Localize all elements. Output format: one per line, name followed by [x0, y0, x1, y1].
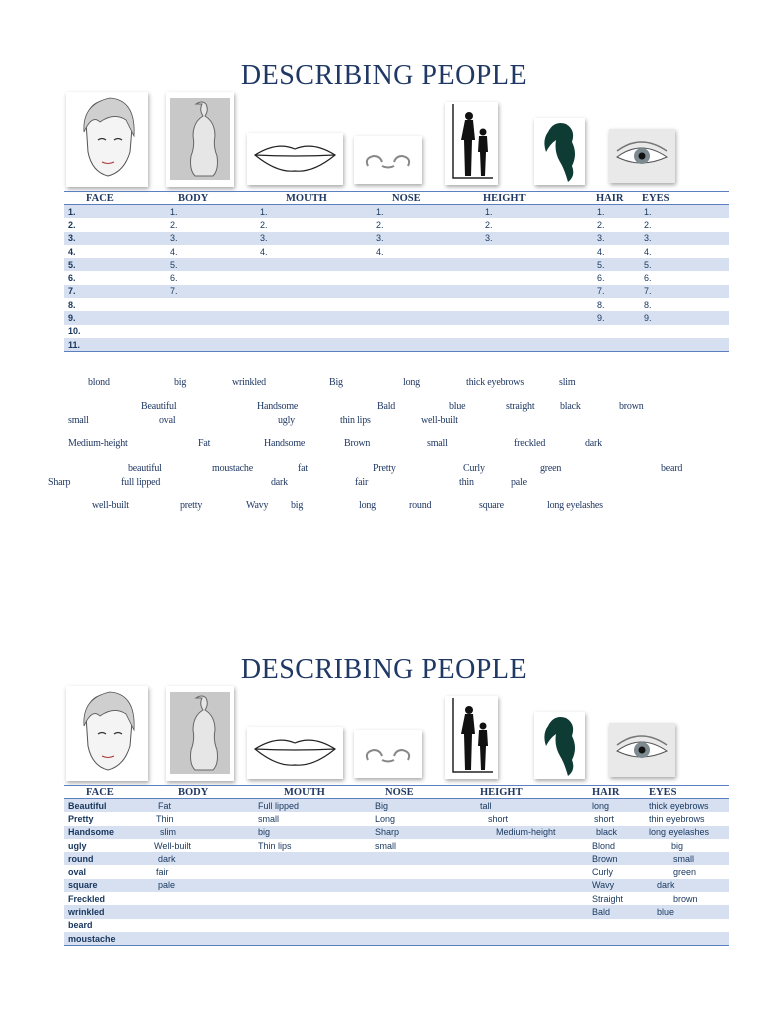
table-cell: 5. — [560, 258, 632, 271]
table-cell: 5. — [64, 258, 166, 271]
word-bank-item: brown — [619, 401, 644, 412]
word-bank-item: Pretty — [373, 463, 396, 474]
table-cell: 3. — [368, 232, 481, 245]
table-cell: black — [592, 826, 649, 839]
word-bank-item: green — [540, 463, 562, 474]
word-bank-item: ugly — [278, 415, 295, 426]
table-cell: 9. — [64, 311, 166, 324]
table-cell: 1. — [481, 205, 560, 219]
col-header-height: HEIGHT — [481, 192, 560, 205]
table-cell — [256, 285, 368, 298]
word-bank-item: long eyelashes — [547, 500, 603, 511]
table-cell — [367, 919, 480, 932]
word-bank-item: well-built — [421, 415, 458, 426]
table-cell: 4. — [260, 246, 268, 257]
word-bank-item: long — [403, 377, 420, 388]
table-cell: Fat — [140, 799, 252, 813]
word-bank-item: Fat — [198, 438, 211, 449]
word-bank-item: pale — [511, 477, 527, 488]
table-cell: 2. — [170, 219, 178, 230]
face-icon — [66, 92, 148, 187]
col-header-nose: NOSE — [368, 192, 481, 205]
word-bank-item: small — [427, 438, 448, 449]
table-cell: wrinkled — [64, 905, 140, 918]
table-cell: 10. — [68, 326, 81, 337]
table-cell: 1. — [632, 205, 729, 219]
table-cell: 7. — [64, 285, 166, 298]
table-cell — [368, 258, 481, 271]
table-row — [64, 285, 729, 298]
table-cell: 4. — [597, 246, 605, 257]
table-row — [64, 325, 729, 338]
table-cell — [166, 325, 256, 338]
table-cell: Beautiful — [64, 799, 140, 813]
table-row — [64, 839, 729, 852]
table-cell — [368, 311, 481, 324]
page-title-top: DESCRIBING PEOPLE — [240, 60, 528, 91]
mouth-icon — [247, 133, 343, 185]
table-cell — [367, 879, 480, 892]
table-row — [64, 338, 729, 352]
word-bank-item: Curly — [463, 463, 485, 474]
table-cell: 5. — [166, 258, 256, 271]
table-cell: ugly — [68, 840, 87, 851]
table-cell: 6. — [68, 273, 76, 284]
table-cell: oval — [68, 867, 87, 878]
table-cell: Freckled — [68, 893, 106, 904]
table-row — [64, 245, 729, 258]
table-cell: Blond — [592, 840, 616, 851]
word-bank-item: big — [174, 377, 187, 388]
table-cell: Full lipped — [252, 799, 367, 813]
table-cell: 6. — [597, 273, 605, 284]
word-bank-item: blond — [88, 377, 110, 388]
table-cell: big — [671, 840, 684, 851]
table-cell: short — [488, 813, 509, 824]
word-bank-item: dark — [585, 438, 602, 449]
table-cell: 11. — [64, 338, 166, 352]
table-cell — [256, 311, 368, 324]
table-cell: 2. — [260, 219, 268, 230]
table-cell — [481, 258, 560, 271]
word-bank-item: dark — [271, 477, 288, 488]
table-cell: tall — [480, 799, 592, 813]
word-bank-item: big — [291, 500, 304, 511]
table-row — [64, 826, 729, 839]
table-cell: 8. — [644, 299, 652, 310]
table-cell — [256, 271, 368, 284]
table-cell — [649, 932, 729, 946]
table-cell — [256, 258, 368, 271]
table-row — [64, 271, 729, 284]
word-bank-item: straight — [506, 401, 535, 412]
word-bank-item: Medium-height — [68, 438, 128, 449]
body-icon — [166, 92, 234, 187]
hair-icon — [534, 712, 585, 779]
word-bank-item: moustache — [212, 463, 253, 474]
table-cell: 3. — [166, 232, 256, 245]
table-cell: square — [64, 879, 140, 892]
table-cell: Handsome — [64, 826, 140, 839]
table-cell — [560, 325, 632, 338]
table-cell — [592, 919, 649, 932]
table-cell: 2. — [485, 219, 493, 230]
table-cell: 5. — [632, 258, 729, 271]
table-cell — [480, 865, 592, 878]
table-cell — [252, 865, 367, 878]
table-cell — [480, 932, 592, 946]
word-bank-item: Big — [329, 377, 343, 388]
table-cell — [649, 919, 729, 932]
table-cell: dark — [140, 852, 252, 865]
table-cell — [632, 338, 729, 352]
table-cell: short — [594, 813, 615, 824]
table-cell — [560, 338, 632, 352]
table-cell: 1. — [64, 205, 166, 219]
table-cell: 3. — [64, 232, 166, 245]
table-cell — [480, 905, 592, 918]
col-header-hair: HAIR — [592, 786, 649, 799]
table-cell — [256, 298, 368, 311]
hair-icon — [534, 118, 585, 185]
word-bank-item: round — [409, 500, 432, 511]
col-header-mouth: MOUTH — [252, 786, 367, 799]
col-header-eyes: EYES — [649, 786, 729, 799]
table-cell: 7. — [632, 285, 729, 298]
word-bank-item: Handsome — [264, 438, 306, 449]
table-cell: 2. — [68, 219, 76, 230]
mouth-icon — [247, 727, 343, 779]
table-cell — [367, 892, 480, 905]
word-bank-item: blue — [449, 401, 466, 412]
word-bank-item: long — [359, 500, 376, 511]
table-cell: 9. — [560, 311, 632, 324]
table-cell — [368, 338, 481, 352]
table-cell — [367, 905, 480, 918]
word-bank-item: full lipped — [121, 477, 161, 488]
answer-key-table — [64, 785, 729, 946]
table-cell: small — [649, 852, 729, 865]
table-cell — [480, 879, 592, 892]
table-cell — [481, 285, 560, 298]
table-cell: 7. — [560, 285, 632, 298]
table-cell: 9. — [632, 311, 729, 324]
body-icon — [166, 686, 234, 781]
table-cell: 1. — [166, 205, 256, 219]
table-cell: Well-built — [154, 840, 191, 851]
table-row — [64, 298, 729, 311]
table-cell — [166, 311, 256, 324]
table-row — [64, 932, 729, 946]
table-cell: Medium-height — [480, 826, 592, 839]
table-cell: small — [375, 840, 397, 851]
table-cell: beard — [68, 920, 93, 931]
table-row — [64, 919, 729, 932]
table-cell — [140, 919, 252, 932]
table-cell: 3. — [632, 232, 729, 245]
table-cell: thin eyebrows — [649, 813, 705, 824]
word-bank-item: thin — [459, 477, 474, 488]
table-cell: 1. — [256, 205, 368, 219]
table-cell: Long — [375, 813, 396, 824]
table-cell: 8. — [68, 299, 76, 310]
table-cell: thick eyebrows — [649, 799, 729, 813]
table-cell: 3. — [256, 232, 368, 245]
col-header-face: FACE — [64, 192, 166, 205]
table-cell — [252, 852, 367, 865]
table-cell: 4. — [68, 246, 76, 257]
word-bank-item: small — [68, 415, 89, 426]
table-cell — [632, 325, 729, 338]
table-cell: 3. — [560, 232, 632, 245]
page-title-bottom: DESCRIBING PEOPLE — [240, 654, 528, 685]
height-icon — [445, 102, 498, 185]
word-bank-item: beard — [661, 463, 683, 474]
table-row — [64, 232, 729, 245]
table-row — [64, 879, 729, 892]
table-cell: 1. — [368, 205, 481, 219]
word-bank-item: beautiful — [128, 463, 162, 474]
table-cell: Bald — [592, 905, 649, 918]
table-cell — [367, 932, 480, 946]
table-cell — [592, 932, 649, 946]
eye-icon — [609, 129, 675, 183]
word-bank-item: square — [479, 500, 504, 511]
col-header-eyes: EYES — [632, 192, 729, 205]
table-cell: Pretty — [68, 813, 94, 824]
word-bank-item: oval — [159, 415, 176, 426]
table-row — [64, 258, 729, 271]
table-cell — [252, 892, 367, 905]
table-row — [64, 892, 729, 905]
table-row — [64, 218, 729, 231]
nose-icon — [354, 136, 422, 184]
table-cell: Thin — [156, 813, 174, 824]
table-cell — [367, 852, 480, 865]
table-cell: fair — [156, 867, 169, 878]
table-row — [64, 812, 729, 825]
word-bank-item: black — [560, 401, 581, 412]
eye-icon — [609, 723, 675, 777]
table-cell: 4. — [376, 246, 384, 257]
table-cell: Big — [367, 799, 480, 813]
word-bank-item: fair — [355, 477, 369, 488]
col-header-body: BODY — [140, 786, 252, 799]
col-header-face: FACE — [64, 786, 140, 799]
table-row — [64, 311, 729, 324]
col-header-hair: HAIR — [560, 192, 632, 205]
table-cell — [252, 932, 367, 946]
word-bank-item: Sharp — [48, 477, 71, 488]
table-cell — [481, 245, 560, 258]
table-cell: 6. — [170, 273, 178, 284]
table-cell — [140, 905, 252, 918]
table-cell: Sharp — [367, 826, 480, 839]
face-icon — [66, 686, 148, 781]
col-header-height: HEIGHT — [480, 786, 592, 799]
word-bank-item: Beautiful — [141, 401, 177, 412]
table-row — [64, 799, 729, 813]
col-header-nose: NOSE — [367, 786, 480, 799]
table-cell: Thin lips — [258, 840, 292, 851]
height-icon — [445, 696, 498, 779]
word-bank-item: thin lips — [340, 415, 371, 426]
table-cell — [480, 892, 592, 905]
table-cell: long eyelashes — [649, 826, 729, 839]
table-cell: Wavy — [592, 879, 649, 892]
table-cell — [368, 325, 481, 338]
word-bank-item: Wavy — [246, 500, 269, 511]
table-cell: Straight — [592, 893, 624, 904]
word-bank-item: freckled — [514, 438, 546, 449]
table-cell — [252, 879, 367, 892]
table-cell: big — [252, 826, 367, 839]
table-cell — [166, 338, 256, 352]
table-cell: Brown — [592, 852, 649, 865]
table-cell: 4. — [170, 246, 178, 257]
table-cell — [480, 852, 592, 865]
table-cell: moustache — [64, 932, 140, 946]
table-cell: 8. — [597, 299, 605, 310]
nose-icon — [354, 730, 422, 778]
word-bank-item: Brown — [344, 438, 371, 449]
col-header-body: BODY — [166, 192, 256, 205]
table-cell: Curly — [592, 867, 614, 878]
table-row — [64, 905, 729, 918]
table-cell — [481, 311, 560, 324]
table-cell: 7. — [166, 285, 256, 298]
word-bank-item: slim — [559, 377, 576, 388]
table-row — [64, 205, 729, 219]
table-cell: 3. — [481, 232, 560, 245]
col-header-mouth: MOUTH — [256, 192, 368, 205]
table-cell: 2. — [376, 219, 384, 230]
table-cell: slim — [140, 826, 252, 839]
table-cell: blue — [649, 905, 729, 918]
table-cell — [368, 298, 481, 311]
table-cell — [367, 865, 480, 878]
table-cell — [481, 298, 560, 311]
table-cell — [252, 919, 367, 932]
table-cell: 2. — [644, 219, 652, 230]
table-cell — [481, 325, 560, 338]
table-cell: 2. — [597, 219, 605, 230]
table-cell: 1. — [560, 205, 632, 219]
table-cell: small — [258, 813, 280, 824]
table-cell — [368, 285, 481, 298]
table-cell — [166, 298, 256, 311]
table-cell — [256, 325, 368, 338]
table-cell — [140, 892, 252, 905]
worksheet-table — [64, 191, 729, 352]
word-bank-item: well-built — [92, 500, 129, 511]
table-cell — [256, 338, 368, 352]
table-cell: pale — [140, 879, 252, 892]
table-row — [64, 852, 729, 865]
table-cell — [481, 271, 560, 284]
word-bank-item: Handsome — [257, 401, 299, 412]
table-cell: long — [592, 799, 649, 813]
word-bank-item: thick eyebrows — [466, 377, 525, 388]
table-cell: brown — [673, 893, 698, 904]
table-cell — [481, 338, 560, 352]
table-cell — [252, 905, 367, 918]
table-cell: 4. — [644, 246, 652, 257]
table-cell — [140, 932, 252, 946]
table-cell: dark — [649, 879, 729, 892]
table-cell — [368, 271, 481, 284]
table-cell: round — [64, 852, 140, 865]
table-cell: green — [673, 867, 697, 878]
word-bank-item: pretty — [180, 500, 203, 511]
word-bank-item: fat — [298, 463, 308, 474]
table-cell — [480, 919, 592, 932]
word-bank-item: wrinkled — [232, 377, 266, 388]
table-row — [64, 865, 729, 878]
table-cell — [480, 839, 592, 852]
word-bank-item: Bald — [377, 401, 396, 412]
table-cell: 6. — [644, 273, 652, 284]
